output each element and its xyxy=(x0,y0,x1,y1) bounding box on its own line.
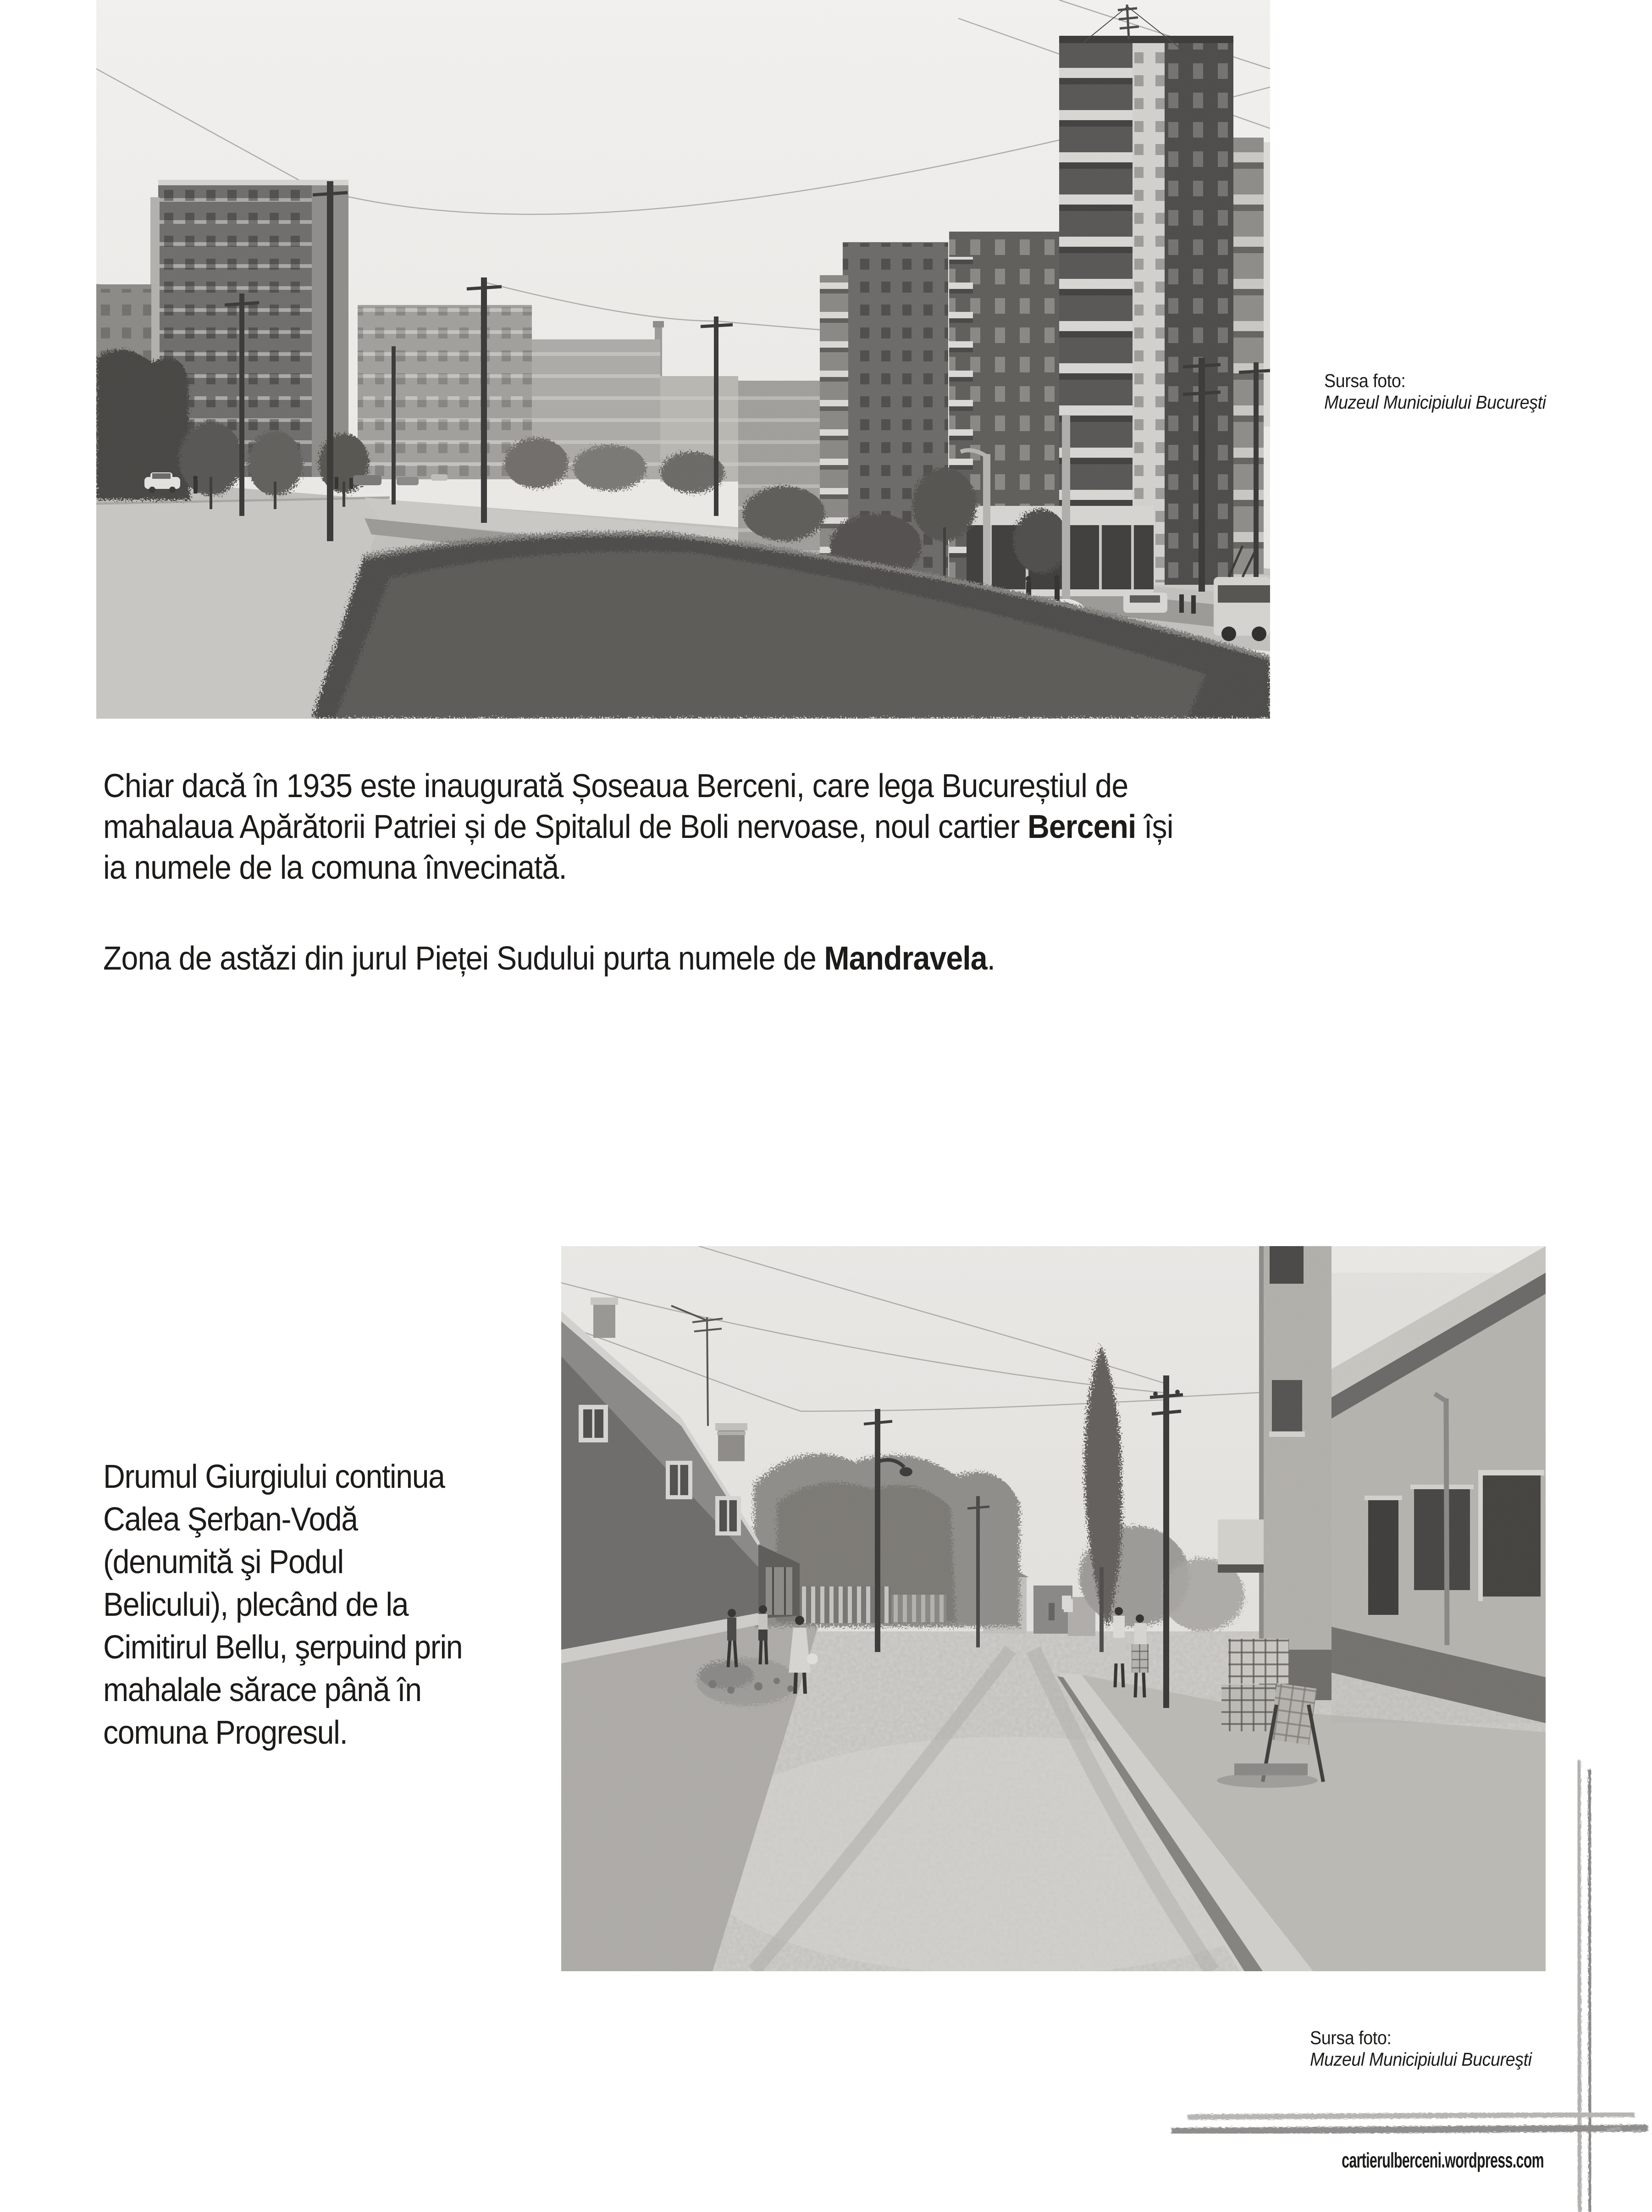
photo2-caption-label: Sursa foto: xyxy=(1310,2027,1392,2048)
paragraph-line: mahalale sărace până în xyxy=(103,1672,421,1708)
paragraph-line: mahalaua Apărătorii Patriei și de Spitalul de Boli nervoase, noul cartier Berceni își xyxy=(103,809,1173,845)
paragraph-line: comuna Progresul. xyxy=(103,1714,348,1751)
photo2-caption-credit: Muzeul Municipiului Bucureşti xyxy=(1310,2049,1532,2070)
photo1-caption-label: Sursa foto: xyxy=(1324,370,1406,391)
paragraph-line: Drumul Giurgiului continua xyxy=(103,1458,445,1495)
footer-url-text: cartierulberceni.wordpress.com xyxy=(1342,2148,1544,2172)
paragraph-mandravela xyxy=(103,938,995,979)
bold-mandravela: Mandravela xyxy=(824,940,987,977)
photo1-caption-credit: Muzeul Municipiului Bucureşti xyxy=(1324,392,1546,413)
paragraph-line: Cimitirul Bellu, şerpuind prin xyxy=(103,1629,463,1666)
paragraph-line: Belicului), plecând de la xyxy=(103,1586,409,1623)
photo-berceni-boulevard xyxy=(96,0,1270,719)
grunge-cross-decoration xyxy=(1165,1752,1652,2212)
paragraph-line: Calea Şerban-Vodă xyxy=(103,1501,358,1538)
grunge-horizontal-lines xyxy=(1171,2114,1648,2132)
footer-url xyxy=(1085,2148,1544,2173)
paragraph-line: Chiar dacă în 1935 este inaugurată Șoseaua Berceni, care lega Bucureștiul de xyxy=(103,768,1128,804)
paragraph-line: (denumită şi Podul xyxy=(103,1544,343,1580)
paragraph-drumul-giurgiului xyxy=(103,1456,462,1754)
bold-berceni: Berceni xyxy=(1027,809,1136,845)
paragraph-line: ia numele de la comuna învecinată. xyxy=(103,849,567,886)
paragraph-line: Zona de astăzi din jurul Pieței Sudului purta numele de Mandravela. xyxy=(103,940,995,977)
photo1-caption xyxy=(1324,370,1546,413)
grunge-vertical-lines xyxy=(1579,1760,1590,2212)
paragraph-berceni xyxy=(103,766,1173,888)
